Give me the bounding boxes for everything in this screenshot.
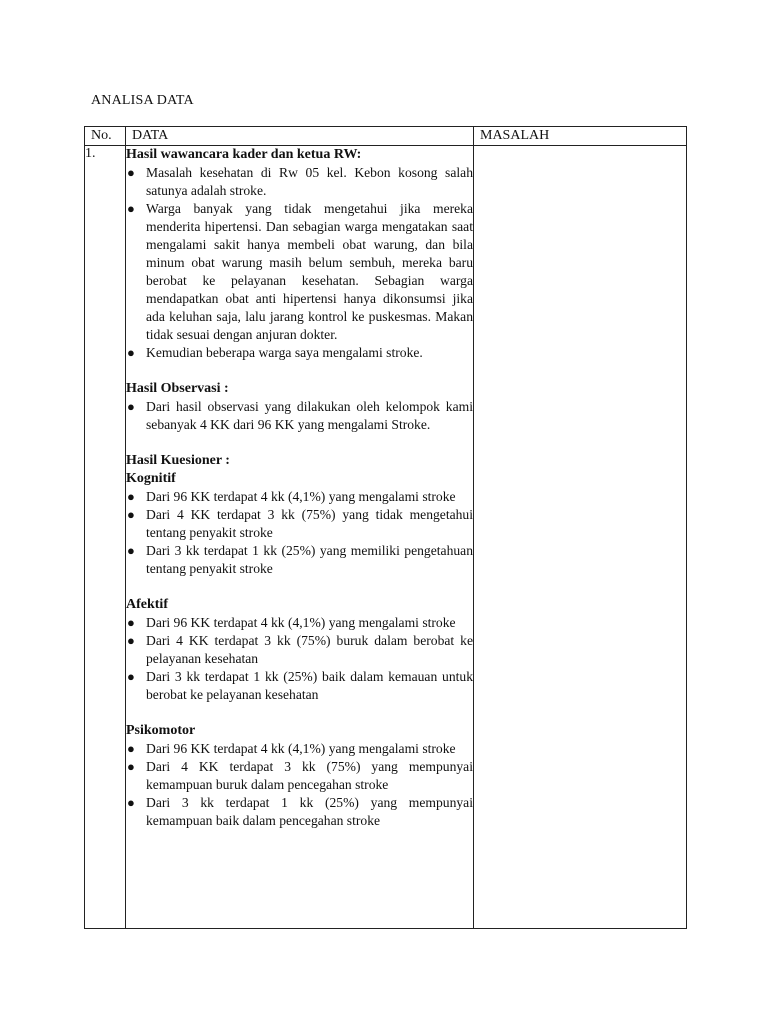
page-title: ANALISA DATA <box>91 93 194 108</box>
bullet-icon: ● <box>127 669 135 684</box>
list-item: ● Dari 3 kk terdapat 1 kk (25%) yang mempunyai kemampuan baik dalam pencegahan stroke <box>127 795 473 828</box>
analysis-table <box>84 126 687 929</box>
list-item: ● Dari hasil observasi yang dilakukan oleh kelompok kami sebanyak 4 KK dari 96 KK yang mengalami Stroke. <box>127 399 473 432</box>
section-title-kuesioner: Hasil Kuesioner : <box>126 453 230 468</box>
wawancara-list <box>126 164 473 362</box>
subsection-title-afektif: Afektif <box>126 597 168 612</box>
bullet-icon: ● <box>127 615 135 630</box>
table-header-row <box>85 127 687 146</box>
list-item: ● Dari 4 KK terdapat 3 kk (75%) buruk dalam berobat ke pelayanan kesehatan <box>127 633 473 666</box>
bullet-icon: ● <box>127 507 135 522</box>
list-item: ● Dari 3 kk terdapat 1 kk (25%) baik dalam kemauan untuk berobat ke pelayanan kesehatan <box>127 669 473 702</box>
bullet-icon: ● <box>127 633 135 648</box>
bullet-icon: ● <box>127 165 135 180</box>
subsection-title-psikomotor: Psikomotor <box>126 723 196 738</box>
afektif-list <box>126 614 473 704</box>
subsection-title-kognitif: Kognitif <box>126 471 176 486</box>
table-row <box>85 146 687 929</box>
bullet-icon: ● <box>127 543 135 558</box>
list-item: ● Warga banyak yang tidak mengetahui jika mereka menderita hipertensi. Dan sebagian warga mengatakan saat mengalami sakit hanya membeli obat warung, dan bila minum obat warung masih belum sembuh, mereka baru berobat ke pelayanan kesehatan. Sebagian warga mendapatkan obat anti hipertensi hanya dikonsumsi jika ada keluhan saja, lalu jarang kontrol ke puskesmas. Makan tidak sesuai dengan anjuran dokter. <box>127 201 473 342</box>
list-item: ● Dari 3 kk terdapat 1 kk (25%) yang memiliki pengetahuan tentang penyakit stroke <box>127 543 473 576</box>
list-item: ● Dari 96 KK terdapat 4 kk (4,1%) yang mengalami stroke <box>127 615 456 630</box>
section-title-wawancara: Hasil wawancara kader dan ketua RW: <box>126 147 362 162</box>
header-no: No. <box>85 127 126 146</box>
row-number: 1. <box>85 146 126 929</box>
list-item: ● Masalah kesehatan di Rw 05 kel. Kebon kosong salah satunya adalah stroke. <box>127 165 473 198</box>
masalah-cell <box>474 146 687 929</box>
bullet-icon: ● <box>127 399 135 414</box>
list-item: ● Dari 4 KK terdapat 3 kk (75%) yang tidak mengetahui tentang penyakit stroke <box>127 507 473 540</box>
header-data: DATA <box>126 127 474 146</box>
observasi-list <box>126 398 473 434</box>
list-item: ● Dari 96 KK terdapat 4 kk (4,1%) yang mengalami stroke <box>127 489 456 504</box>
list-item: ● Dari 4 KK terdapat 3 kk (75%) yang mempunyai kemampuan buruk dalam pencegahan stroke <box>127 759 473 792</box>
bullet-icon: ● <box>127 489 135 504</box>
header-masalah: MASALAH <box>474 127 687 146</box>
data-cell <box>126 146 474 929</box>
bullet-icon: ● <box>127 741 135 756</box>
psikomotor-list <box>126 740 473 830</box>
bullet-icon: ● <box>127 201 135 216</box>
bullet-icon: ● <box>127 795 135 810</box>
section-title-observasi: Hasil Observasi : <box>126 381 229 396</box>
bullet-icon: ● <box>127 345 135 360</box>
list-item: ● Dari 96 KK terdapat 4 kk (4,1%) yang mengalami stroke <box>127 741 456 756</box>
list-item: ● Kemudian beberapa warga saya mengalami stroke. <box>127 345 423 360</box>
kognitif-list <box>126 488 473 578</box>
bullet-icon: ● <box>127 759 135 774</box>
